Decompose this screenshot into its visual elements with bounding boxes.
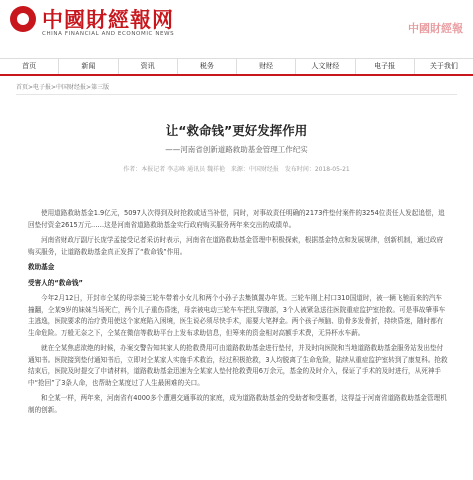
nav-item-tax[interactable]: 税务 [178,59,237,74]
section-subheading: 受害人的“救命钱” [28,278,83,287]
nav-item-about[interactable]: 关于我们 [429,62,458,70]
nav-item-epaper[interactable]: 电子报 [356,59,415,74]
site-header [0,0,473,55]
nav-item-culture-finance[interactable]: 人文财经 [296,59,355,74]
nav-item-home[interactable]: 首页 [0,59,59,74]
site-logo-subtitle: CHINA FINANCIAL AND ECONOMIC NEWS [42,31,175,37]
article-meta [0,164,473,173]
nav-item-finance[interactable]: 财经 [237,59,296,74]
breadcrumb[interactable]: 首页>电子报>中国财经报>第三版 [16,84,110,91]
article-author: 作者：本报记者 李志峰 通讯员 魏祥艳 [123,166,225,173]
nav-item-info[interactable]: 资讯 [119,59,178,74]
article-paragraph: 河南省财政厅副厅长庞学孟接受记者采访时表示，河南省在道路救助基金管理中积极探索，根据基金特点和发展规律，创新机制，通过政府购买服务，让道路救助基金真正发挥了“救命钱”作用。 [28,236,444,256]
article-date: 发布时间：2018-05-21 [284,166,350,173]
main-nav [0,58,473,76]
divider [16,94,457,95]
article-paragraph: 今年2月12日，开封市仝某的母亲骑三轮车带着小女儿和两个小孙子去集镇置办年货。三轮车刚上村口310国道时，被一辆飞驰而来的汽车撞翻，仝某9岁的妹妹当场死亡，两个儿子重伤昏迷，母亲被电动三轮车车把扎穿腹部，3个人被紧急送往医院重症监护室抢救。可是事故肇事车主逃逸，医院要求的治疗费用使这个家庭陷入困境，医生说必须尽快手术，需要大笔押金。两个孩子颅脑、肋骨多发骨折，持续昏迷，随时都有生命危险。万般无奈之下，仝某在微信等救助平台上发布求助信息，但筹来的资金相对高额手术费，无异杯水车薪。 [28,294,446,337]
section-heading: 救助基金 [28,263,55,271]
newspaper-logo: 中國財經報 [408,22,463,35]
logo-icon[interactable] [10,6,36,32]
nav-item-news[interactable]: 新闻 [59,59,118,74]
article-body [28,208,448,420]
site-logo-text[interactable]: 中國財經報网 [42,7,174,32]
article-paragraph: 和仝某一样，两年来，河南省有4000多个遭遇交通事故的家庭，成为道路救助基金的受助者和受惠者，这得益于河南省道路救助基金管理机制的创新。 [28,394,447,414]
article-source: 来源：中国财经报 [230,166,279,173]
article-subtitle: ——河南省创新道路救助基金管理工作纪实 [165,145,308,154]
article-paragraph: 使用道路救助基金1.9亿元，5097人次得到及时抢救或适当补偿，同时，对事故责任明确的2173件垫付案件的3254位责任人发起追偿，追回垫付资金2615万元……这是河南省道路救助基金实行政府购买服务两年来交出的成绩单。 [28,209,445,229]
article-title: 让“救命钱”更好发挥作用 [165,123,308,138]
article-paragraph: 就在仝某焦虑欲绝的时候，办案交警告知其家人的抢救费用可由道路救助基金进行垫付，并及时向医院和当地道路救助基金服务站发出垫付通知书。医院接到垫付通知书后，立即对仝某家人实施手术救治，经过积极抢救，3人均脱离了生命危险，陆续从重症监护室转到了康复科。抢救结束后，医院及时提交了申请材料，道路救助基金迅速为仝某家人垫付抢救费用6万余元，基金的及时介入，保证了手术的及时进行，从死神手中“抢回”了3条人命，也帮助仝某度过了人生最困难的关口。 [28,344,448,387]
